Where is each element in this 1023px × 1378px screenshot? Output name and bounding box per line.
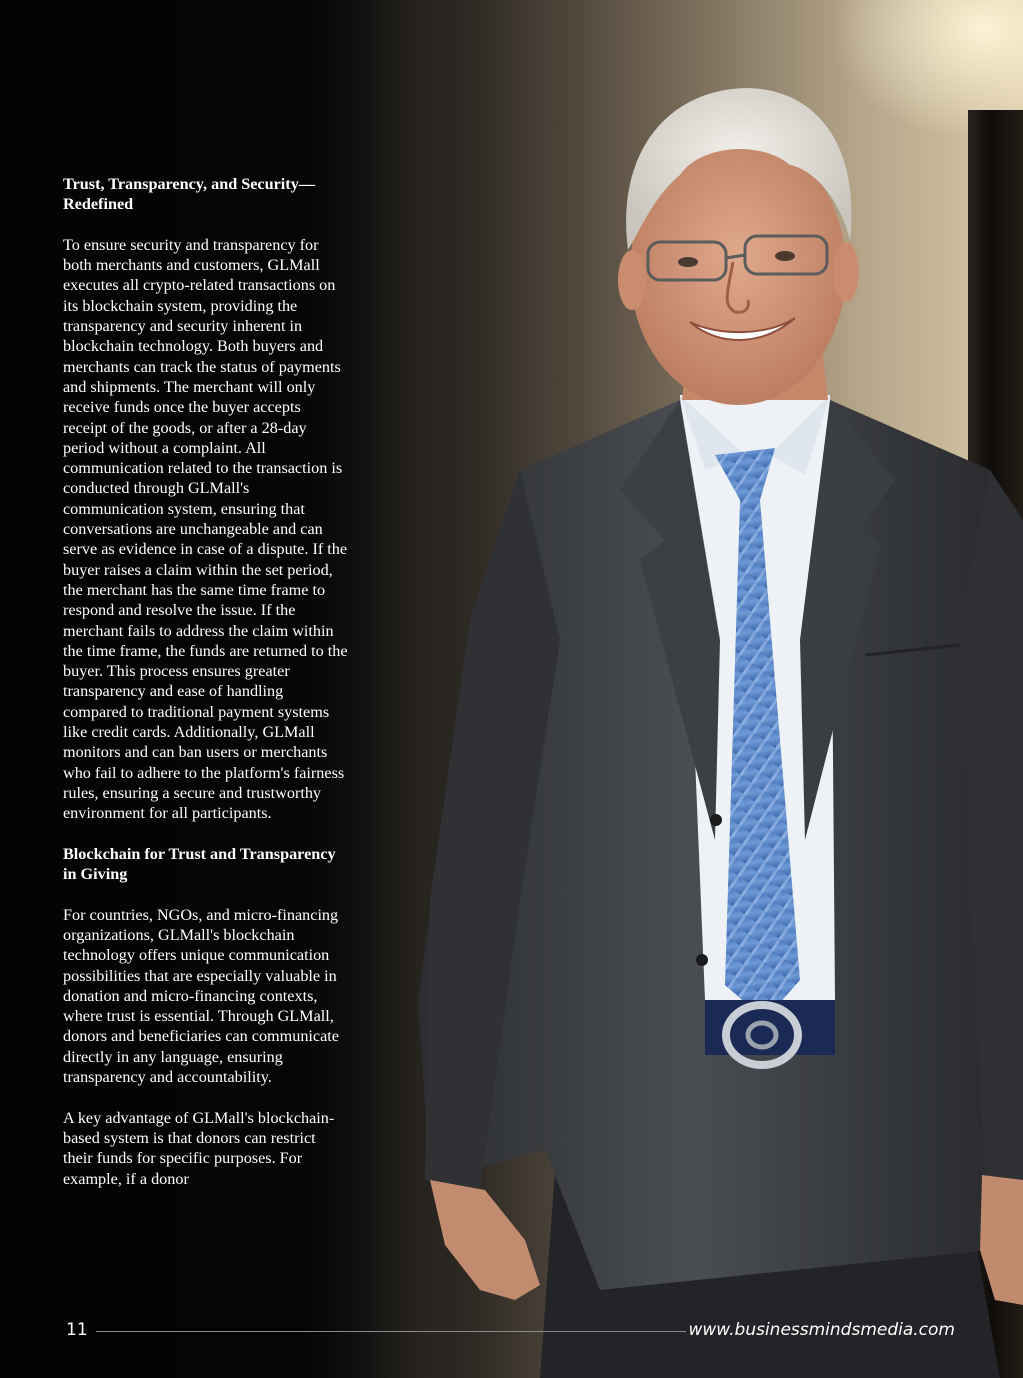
paragraph-trust: To ensure security and transparency for both merchants and customers, GLMall executes all crypto-related transactions on its blockchain system, providing the transparency and security inherent in blockchain technology. Both buyers and merchants can track the status of payments and shipments. The merchant will only receive funds once the buyer accepts receipt of the goods, or after a 28-day period without a complaint. All communication related to the transaction is conducted through GLMall's communication system, ensuring that conversations are unchangeable and can serve as evidence in case of a dispute. If the buyer raises a claim within the set period, the merchant has the same time frame to respond and resolve the issue. If the merchant fails to address the claim within the time frame, the funds are returned to the buyer. This process ensures greater transparency and ease of handling compared to traditional payment systems like credit cards. Additionally, GLMall monitors and can ban users or merchants who fail to adhere to the platform's fairness rules, ensuring a secure and trustworthy environment for all participants. — [63, 235, 348, 823]
article-column — [63, 174, 348, 1189]
section-heading-trust: Trust, Transparency, and Security—Redefined — [63, 175, 315, 214]
footer-divider — [96, 1331, 686, 1332]
page-number: 11 — [66, 1320, 88, 1340]
paragraph-giving: For countries, NGOs, and micro-financing organizations, GLMall's blockchain technology offers unique communication possibilities that are especially valuable in donation and micro-financing contexts, where trust is essential. Through GLMall, donors and beneficiaries can communicate directly in any language, ensuring transparency and accountability. — [63, 905, 339, 1087]
paragraph-donor-restriction: A key advantage of GLMall's blockchain-based system is that donors can restrict their funds for specific purposes. For example, if a donor — [63, 1108, 335, 1188]
section-heading-giving: Blockchain for Trust and Transparency in Giving — [63, 844, 336, 884]
footer-website-link[interactable]: www.businessmindsmedia.com — [688, 1320, 955, 1340]
